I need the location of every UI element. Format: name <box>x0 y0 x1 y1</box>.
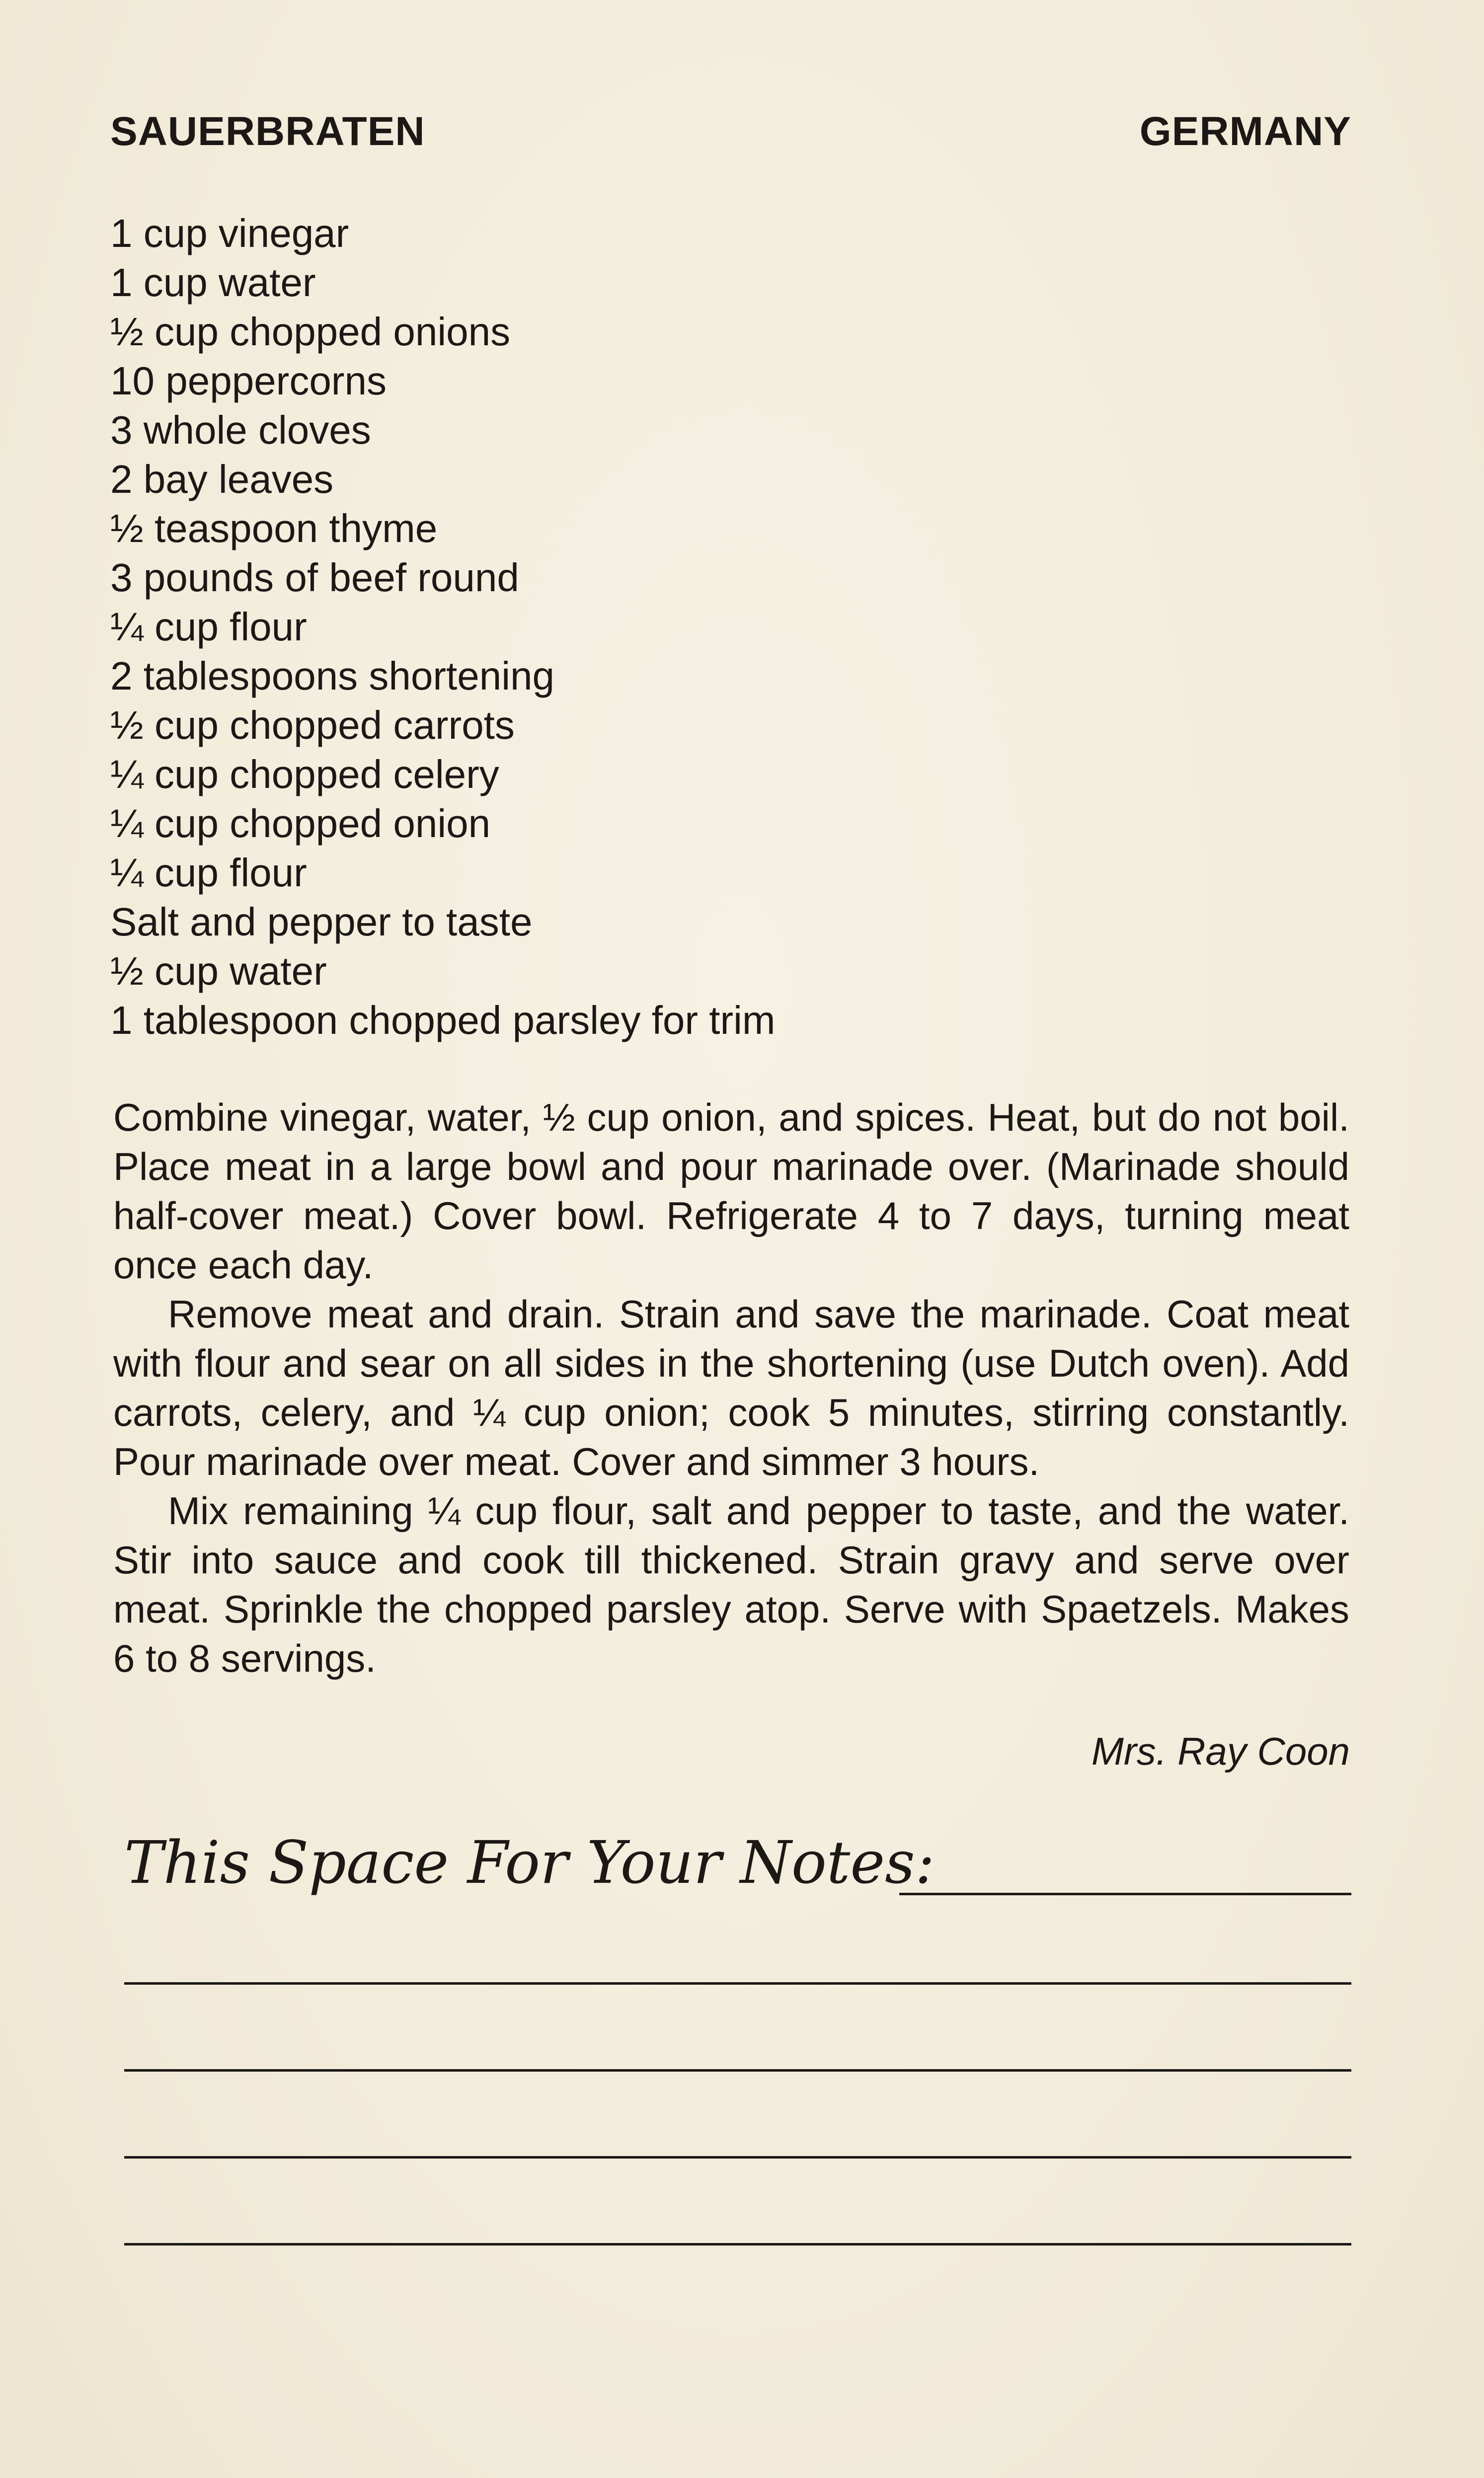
ingredient-item: ¼ cup chopped onion <box>110 801 491 846</box>
note-line <box>124 2156 1351 2159</box>
note-line <box>124 2243 1351 2246</box>
note-line <box>124 1982 1351 1985</box>
ingredient-item: 2 bay leaves <box>110 457 334 501</box>
ingredient-list <box>110 209 1352 1045</box>
ingredient-item: ½ cup chopped onions <box>110 310 511 354</box>
instruction-paragraph: Mix remaining ¼ cup flour, salt and pepper to taste, and the water. Stir into sauce and cook till thickened. Strain gravy and serve over meat. Sprinkle the chopped parsley atop. Serve with Spaetzels. Makes 6 to 8 servings. <box>113 1489 1349 1680</box>
note-line <box>124 2069 1351 2072</box>
ingredient-item: 2 tablespoons shortening <box>110 654 554 698</box>
instruction-paragraph: Combine vinegar, water, ½ cup onion, and spices. Heat, but do not boil. Place meat in a large bowl and pour marinade over. (Marinade should half-cover meat.) Cover bowl. Refrigerate 4 to 7 days, turning meat once each day. <box>113 1095 1349 1287</box>
ingredient-item: 3 pounds of beef round <box>110 555 519 600</box>
notes-label: This Space For Your Notes: <box>124 1828 935 1897</box>
recipe-title: SAUERBRATEN <box>110 109 425 154</box>
note-line <box>899 1893 1351 1895</box>
ingredient-item: 1 cup vinegar <box>110 211 349 255</box>
ingredient-item: 1 cup water <box>110 260 316 305</box>
ingredient-item: ¼ cup chopped celery <box>110 752 499 796</box>
ingredient-item: ¼ cup flour <box>110 605 307 649</box>
instruction-paragraph: Remove meat and drain. Strain and save the marinade. Coat meat with flour and sear on all sides in the shortening (use Dutch oven). Add carrots, celery, and ¼ cup onion; cook 5 minutes, stirring constantly. Pour marinade over meat. Cover and simmer 3 hours. <box>113 1292 1349 1483</box>
ingredient-item: Salt and pepper to taste <box>110 900 533 944</box>
recipe-author: Mrs. Ray Coon <box>1091 1729 1350 1773</box>
ingredient-item: 1 tablespoon chopped parsley for trim <box>110 998 776 1042</box>
recipe-instructions <box>113 1093 1349 1683</box>
ingredient-item: ¼ cup flour <box>110 851 307 895</box>
ingredient-item: ½ cup chopped carrots <box>110 703 515 747</box>
ingredient-item: ½ teaspoon thyme <box>110 506 438 550</box>
recipe-header <box>110 108 1351 163</box>
ingredient-item: ½ cup water <box>110 949 327 993</box>
ingredient-item: 3 whole cloves <box>110 408 371 452</box>
recipe-country: GERMANY <box>1139 109 1351 154</box>
ingredient-item: 10 peppercorns <box>110 359 387 403</box>
